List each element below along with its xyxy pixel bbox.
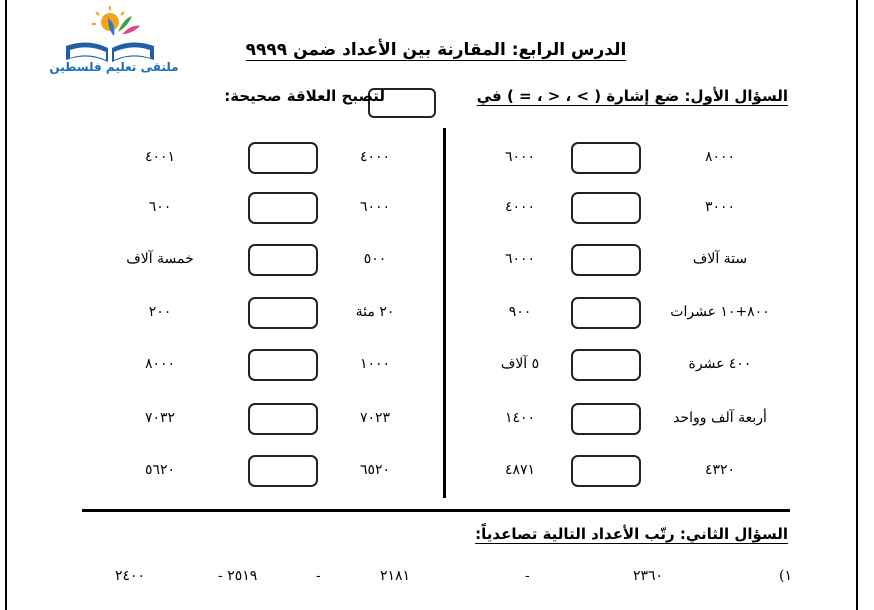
sequence-separator-1: - xyxy=(525,568,530,584)
page-border-left xyxy=(5,0,7,610)
sequence-number-3: ٢٥١٩ - xyxy=(218,568,258,584)
left-row-value-b: خمسة آلاف xyxy=(126,251,194,267)
right-row-value-b: ١٤٠٠ xyxy=(504,410,536,426)
logo-text: ملتقى تعليم فلسطين xyxy=(49,60,179,74)
left-row-value-a: ٦٥٢٠ xyxy=(359,462,391,478)
left-row-answer-box[interactable] xyxy=(248,192,318,224)
column-divider xyxy=(443,128,446,498)
right-row-answer-box[interactable] xyxy=(571,244,641,276)
left-row-value-a: ٢٠ مئة xyxy=(355,304,395,320)
left-row-value-a: ١٠٠٠ xyxy=(359,356,391,372)
left-row-value-b: ٦٠٠ xyxy=(148,199,172,215)
left-row-answer-box[interactable] xyxy=(248,349,318,381)
left-row-answer-box[interactable] xyxy=(248,244,318,276)
left-row-value-a: ٤٠٠٠ xyxy=(359,149,391,165)
right-row-value-a: ستة آلاف xyxy=(692,251,748,267)
item-number: ١) xyxy=(779,568,792,584)
left-row-value-a: ٥٠٠ xyxy=(363,251,387,267)
right-row-value-b: ٥ آلاف xyxy=(500,356,540,372)
right-row-answer-box[interactable] xyxy=(571,403,641,435)
right-row-answer-box[interactable] xyxy=(571,192,641,224)
right-row-value-a: ٤٣٢٠ xyxy=(704,462,736,478)
question2-label: السؤال الثاني: رتّب الأعداد التالية تصاعدياً: xyxy=(475,525,788,543)
question1-label-end: لتصبح العلاقة صحيحة: xyxy=(224,87,385,105)
left-row-value-b: ٧٠٣٢ xyxy=(144,410,176,426)
left-row-value-b: ٨٠٠٠ xyxy=(144,356,176,372)
sequence-number-4: ٢٤٠٠ xyxy=(115,568,146,584)
right-row-value-a: أربعة آلف وواحد xyxy=(673,410,767,426)
left-row-value-b: ٢٠٠ xyxy=(148,304,172,320)
right-row-value-b: ٦٠٠٠ xyxy=(504,149,536,165)
left-row-answer-box[interactable] xyxy=(248,455,318,487)
right-row-answer-box[interactable] xyxy=(571,297,641,329)
right-row-answer-box[interactable] xyxy=(571,349,641,381)
right-row-value-a: ٨٠٠+١٠ عشرات xyxy=(670,304,770,320)
right-row-answer-box[interactable] xyxy=(571,142,641,174)
sequence-separator-2: - xyxy=(316,568,321,584)
page-border-right xyxy=(856,0,858,610)
lesson-title: الدرس الرابع: المقارنة بين الأعداد ضمن ٩٩٩٩ xyxy=(245,40,627,60)
right-row-value-b: ٤٠٠٠ xyxy=(504,199,536,215)
right-row-value-b: ٩٠٠ xyxy=(508,304,532,320)
sequence-number-2: ٢١٨١ xyxy=(380,568,411,584)
left-row-value-b: ٥٦٢٠ xyxy=(144,462,176,478)
right-row-value-a: ٨٠٠٠ xyxy=(704,149,736,165)
question1-label: السؤال الأول: ضع إشارة ( > ، < ، = ) في xyxy=(476,87,788,105)
right-row-answer-box[interactable] xyxy=(571,455,641,487)
left-row-value-a: ٦٠٠٠ xyxy=(359,199,391,215)
right-row-value-a: ٣٠٠٠ xyxy=(704,199,736,215)
left-row-value-b: ٤٠٠١ xyxy=(144,149,176,165)
section-divider xyxy=(82,509,790,512)
sequence-number-1: ٢٣٦٠ xyxy=(633,568,664,584)
right-row-value-a: ٤٠٠ عشرة xyxy=(688,356,752,372)
right-row-value-b: ٤٨٧١ xyxy=(504,462,536,478)
left-row-answer-box[interactable] xyxy=(248,403,318,435)
right-row-value-b: ٦٠٠٠ xyxy=(504,251,536,267)
left-row-answer-box[interactable] xyxy=(248,142,318,174)
left-row-value-a: ٧٠٢٣ xyxy=(359,410,391,426)
left-row-answer-box[interactable] xyxy=(248,297,318,329)
